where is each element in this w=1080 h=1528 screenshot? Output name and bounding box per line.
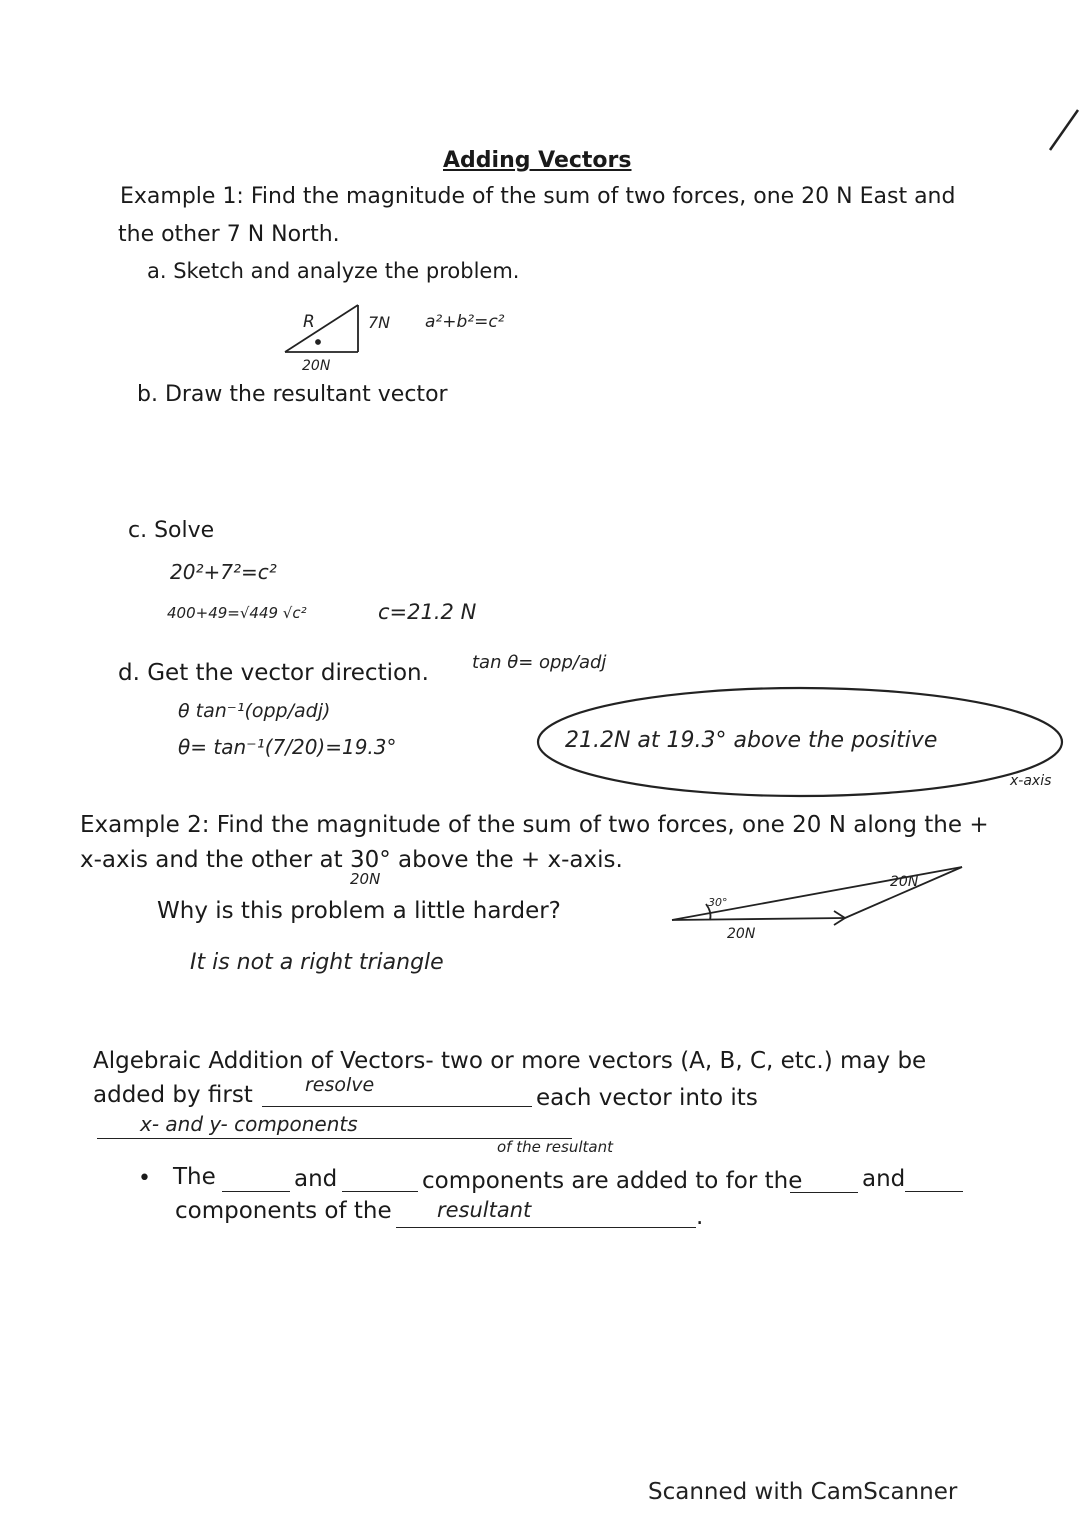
vector-along-x-arrowhead xyxy=(834,911,845,925)
example2-question: Why is this problem a little harder? xyxy=(157,898,561,924)
example1-step-c: c. Solve xyxy=(128,518,215,543)
algebraic-line2-start: added by first xyxy=(93,1082,253,1108)
algebraic-line1: Algebraic Addition of Vectors- two or more vectors (A, B, C, etc.) may be xyxy=(93,1048,927,1074)
sketch-angle-dot xyxy=(316,340,320,344)
blank-line-1 xyxy=(222,1165,290,1192)
period: . xyxy=(696,1204,704,1230)
hw-sketch-R: R xyxy=(303,312,315,332)
bullet-and2: and xyxy=(862,1166,906,1192)
bullet-line2-start: components of the xyxy=(175,1198,392,1224)
hw-ex2-20N-c: 20N xyxy=(727,926,756,942)
blank-line-4 xyxy=(905,1165,963,1192)
page-title: Adding Vectors xyxy=(443,148,632,173)
hw-note-resultant: of the resultant xyxy=(497,1138,613,1156)
hw-theta-inverse: θ tan⁻¹(opp/adj) xyxy=(178,700,331,722)
blank-line-2 xyxy=(342,1165,418,1192)
bullet-and1: and xyxy=(294,1166,338,1192)
hw-ex2-answer: It is not a right triangle xyxy=(190,950,444,975)
algebraic-line2-end: each vector into its xyxy=(536,1085,758,1111)
hw-blank-components: x- and y- components xyxy=(140,1112,358,1136)
footer-watermark: Scanned with CamScanner xyxy=(648,1479,958,1505)
hw-answer-line2: x-axis xyxy=(1010,773,1052,789)
example2-prompt-line1: Example 2: Find the magnitude of the sum of two forces, one 20 N along the + xyxy=(80,812,989,838)
bullet-the: The xyxy=(173,1164,216,1190)
hw-answer-line1: 21.2N at 19.3° above the positive xyxy=(565,728,938,753)
sketch-right-triangle xyxy=(285,305,358,352)
bullet-components: components are added to for the xyxy=(422,1168,803,1194)
vector-along-x xyxy=(672,918,845,920)
hw-solve-result: c=21.2 N xyxy=(378,600,477,624)
hw-theta-calc: θ= tan⁻¹(7/20)=19.3° xyxy=(178,735,397,759)
example1-prompt-line2: the other 7 N North. xyxy=(118,222,340,247)
blank-line-3 xyxy=(790,1166,858,1193)
hw-tan-formula: tan θ= opp/adj xyxy=(472,652,607,673)
example2-prompt-line2: x-axis and the other at 30° above the + x-axis. xyxy=(80,847,623,873)
hw-ex2-20N-a: 20N xyxy=(350,870,381,888)
hw-ex2-angle: 30° xyxy=(708,896,728,909)
example1-step-b: b. Draw the resultant vector xyxy=(137,382,448,407)
example1-step-d: d. Get the vector direction. xyxy=(118,660,429,686)
hw-ex2-20N-b: 20N xyxy=(890,874,919,890)
hw-solve-eq2: 400+49=√449 √c² xyxy=(167,604,307,622)
hw-solve-eq1: 20²+7²=c² xyxy=(170,560,277,584)
hw-sketch-7N: 7N xyxy=(368,313,391,332)
example1-step-a: a. Sketch and analyze the problem. xyxy=(147,259,520,283)
example1-prompt-line1: Example 1: Find the magnitude of the sum of two forces, one 20 N East and xyxy=(120,184,956,209)
scan-edge-mark xyxy=(1050,110,1078,150)
hw-blank-resolve: resolve xyxy=(305,1074,375,1096)
hw-blank-resultant: resultant xyxy=(437,1198,532,1222)
sketch-hypotenuse xyxy=(285,305,358,352)
hw-sketch-eq: a²+b²=c² xyxy=(425,312,505,332)
bullet-dot: • xyxy=(138,1166,151,1191)
vector-resultant-line xyxy=(672,867,962,920)
hw-sketch-20N: 20N xyxy=(302,358,331,374)
blank-resolve-line xyxy=(262,1078,532,1107)
